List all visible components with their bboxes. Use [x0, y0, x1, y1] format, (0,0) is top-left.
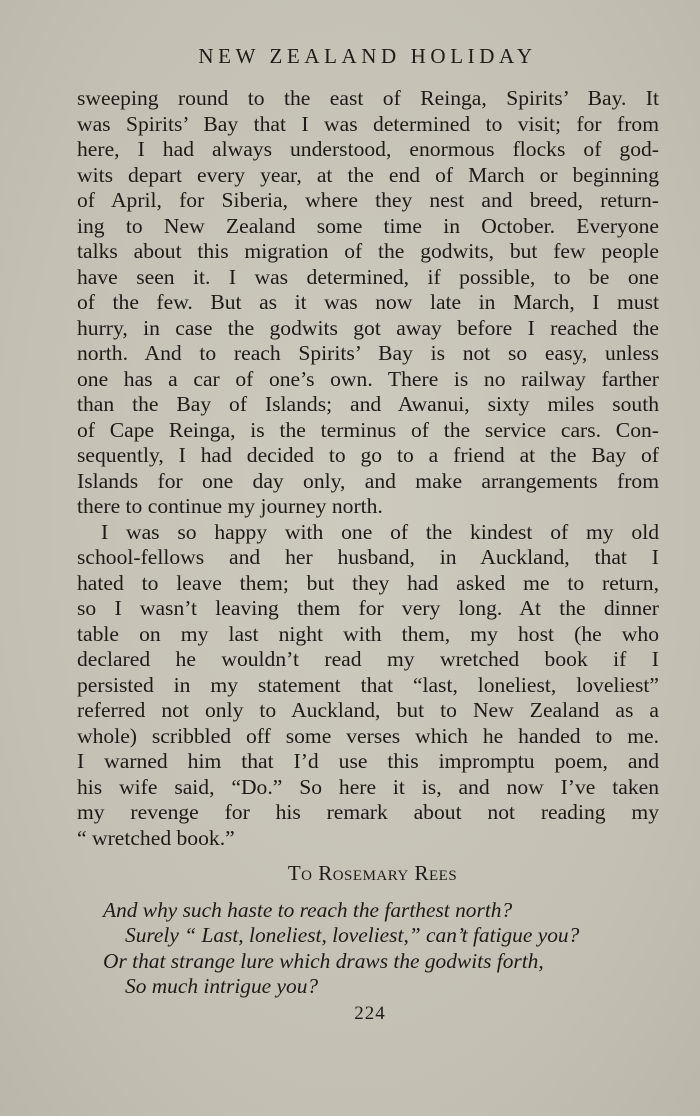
poem-line: And why such haste to reach the farthest north?	[103, 898, 513, 922]
text-line: was Spirits’ Bay that I was determined to visit; for from	[77, 111, 659, 136]
text-line: hurry, in case the godwits got away before I reached the	[77, 315, 659, 340]
text-line: wits depart every year, at the end of March or beginning	[77, 162, 659, 187]
text-line: persisted in my statement that “last, loneliest, loveliest”	[77, 672, 659, 697]
text-line: of Cape Reinga, is the terminus of the service cars. Con-	[77, 417, 659, 442]
text-line: Islands for one day only, and make arrangements from	[77, 468, 659, 493]
text-line: his wife said, “Do.” So here it is, and now I’ve taken	[77, 774, 659, 799]
page-number: 224	[354, 1003, 386, 1024]
text-line: north. And to reach Spirits’ Bay is not so easy, unless	[77, 341, 659, 365]
text-line: declared he wouldn’t read my wretched book if I	[77, 647, 659, 671]
poem	[103, 898, 683, 999]
poem-line: So much intrigue you?	[125, 973, 319, 998]
paragraph-2	[77, 520, 659, 852]
poem-line: Surely “ Last, loneliest, loveliest,” can’t fatigue you?	[125, 923, 580, 948]
poem-title: To Rosemary Rees	[287, 861, 458, 885]
text-line: I warned him that I’d use this impromptu poem, and	[77, 749, 659, 773]
body-text	[77, 86, 659, 851]
poem-line: Or that strange lure which draws the godwits forth,	[103, 948, 544, 973]
text-line: have seen it. I was determined, if possible, to be one	[77, 264, 659, 289]
text-line: of April, for Siberia, where they nest and breed, return-	[77, 188, 659, 212]
text-line: my revenge for his remark about not reading my	[77, 800, 659, 824]
text-line: sequently, I had decided to go to a friend at the Bay of	[77, 443, 659, 467]
text-line: I was so happy with one of the kindest of my old	[101, 519, 659, 544]
paragraph-1	[77, 86, 659, 520]
text-line: of the few. But as it was now late in March, I must	[77, 290, 659, 314]
text-line: sweeping round to the east of Reinga, Spirits’ Bay. It	[77, 86, 659, 110]
text-line: talks about this migration of the godwits, but few people	[77, 239, 659, 263]
text-line: so I wasn’t leaving them for very long. At the dinner	[77, 596, 659, 620]
text-line: school-fellows and her husband, in Auckland, that I	[77, 545, 659, 569]
text-line: referred not only to Auckland, but to New Zealand as a	[77, 698, 659, 722]
text-line: “ wretched book.”	[77, 825, 235, 850]
text-line: there to continue my journey north.	[77, 494, 383, 518]
text-line: here, I had always understood, enormous flocks of god-	[77, 137, 659, 161]
text-line: than the Bay of Islands; and Awanui, sixty miles south	[77, 392, 659, 416]
running-head: NEW ZEALAND HOLIDAY	[198, 44, 537, 68]
text-line: whole) scribbled off some verses which he handed to me.	[77, 723, 659, 748]
text-line: one has a car of one’s own. There is no railway farther	[77, 366, 659, 391]
text-line: hated to leave them; but they had asked me to return,	[77, 570, 659, 595]
text-line: table on my last night with them, my host (he who	[77, 621, 659, 646]
text-line: ing to New Zealand some time in October. Everyone	[77, 213, 659, 238]
